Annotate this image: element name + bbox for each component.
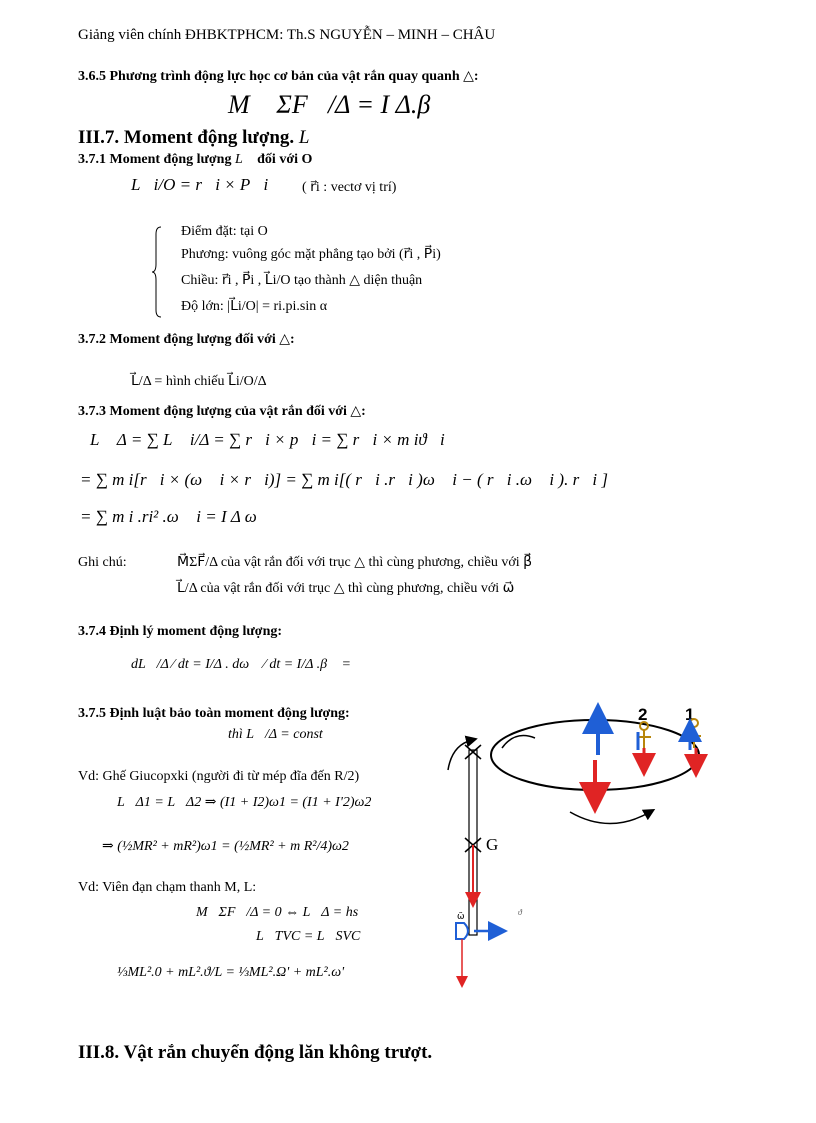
- section-371-title-symbol: L⃗: [234, 152, 254, 167]
- rotation-arrow-disk: [570, 812, 650, 824]
- section-374-title: 3.7.4 Định lý moment động lượng:: [78, 624, 283, 639]
- example-2-equation-3: ⅓ML².0 + mL².ϑ/L = ⅓ML².Ω' + mL².ω': [117, 965, 345, 980]
- bullet-velocity-label: ϑ: [518, 908, 522, 917]
- section-374-equation: dL⃗/Δ ⁄ dt = I/Δ . dω⃗ ⁄ dt = I/Δ .β⃗ =: [131, 657, 351, 672]
- rotation-arrow-rod: [448, 740, 472, 770]
- section-372-title: 3.7.2 Moment động lượng đối với △:: [78, 332, 295, 347]
- section-372-equation: L⃗/Δ = hình chiếu L⃗i/O/Δ: [131, 374, 267, 389]
- section-373-title: 3.7.3 Moment động lượng của vật rắn đối với △:: [78, 404, 366, 419]
- section-37-title: [78, 128, 324, 147]
- bullet: [456, 923, 468, 939]
- section-371-note: ( r⃗i : vectơ vị trí): [302, 180, 397, 195]
- section-365-equation: M⃗ ΣF⃗/Δ = I Δ.β⃗: [228, 90, 451, 119]
- page-header: Giảng viên chính ĐHBKTPHCM: Th.S NGUYỄN – MINH – CHÂU: [78, 27, 496, 43]
- section-37-title-symbol: L⃗: [298, 127, 325, 148]
- section-375-equation: thì L⃗/Δ = const: [228, 727, 323, 742]
- section-371-item-1: Điểm đặt: tại O: [181, 224, 268, 239]
- section-371-title: [78, 153, 312, 167]
- section-371-item-2: Phương: vuông góc mặt phẳng tạo bởi (r⃗i , P⃗i): [181, 247, 441, 262]
- curly-brace: [152, 226, 162, 318]
- section-371-item-4: Độ lớn: |L⃗i/O| = ri.pi.sin α: [181, 299, 328, 314]
- example-1-label: Vd: Ghế Giucopxki (người đi từ mép đĩa đến R/2): [78, 769, 360, 784]
- section-371-title-text: 3.7.1 Moment động lượng: [78, 152, 232, 167]
- section-373-equation-1: L⃗ Δ = ∑ L⃗ i/Δ = ∑ r⃗i × p⃗i = ∑ r⃗i × m iϑ⃗i: [90, 430, 445, 449]
- example-1-equation-1: L⃗Δ1 = L⃗Δ2 ⇒ (I1 + I2)ω1 = (I1 + I'2)ω2: [117, 795, 372, 810]
- person-1-label: 1: [685, 705, 695, 724]
- section-371-equation: L⃗i/O = r⃗i × P⃗i: [131, 175, 269, 194]
- pivot-mark: [465, 745, 481, 759]
- note-line-1: M⃗ΣF⃗/Δ của vật rắn đối với trục △ thì cùng phương, chiều với β⃗: [177, 555, 533, 570]
- person-2-label: 2: [638, 705, 648, 724]
- section-371-title-end: đối với O: [257, 152, 313, 167]
- section-373-equation-2: = ∑ m i[r⃗i × (ω⃗ i × r⃗i)] = ∑ m i[( r⃗i .r⃗i )ω⃗ i − ( r⃗i .ω⃗ i ). r⃗i ]: [80, 470, 608, 489]
- example-2-equation-1: M⃗ΣF⃗/Δ = 0 ⇔ L⃗Δ = hs: [196, 905, 359, 920]
- center-label: G: [486, 835, 499, 854]
- section-371-item-3: Chiều: r⃗i , P⃗i , L⃗i/O tạo thành △ diện thuận: [181, 273, 423, 288]
- note-label: Ghi chú:: [78, 555, 127, 570]
- section-375-title: 3.7.5 Định luật bảo toàn moment động lượng:: [78, 706, 350, 721]
- section-373-equation-3: = ∑ m i .ri² .ω⃗ i = I Δ ω⃗: [80, 507, 271, 526]
- physics-figure: [440, 690, 740, 1000]
- example-2-equation-2: L⃗TVC = L⃗SVC: [256, 929, 361, 944]
- note-line-2: L⃗/Δ của vật rắn đối với trục △ thì cùng phương, chiều với ω⃗: [177, 581, 515, 596]
- section-365-title: 3.6.5 Phương trình động lực học cơ bản của vật rắn quay quanh △:: [78, 69, 479, 84]
- omega-label: ω̃: [457, 912, 465, 922]
- example-2-label: Vd: Viên đạn chạm thanh M, L:: [78, 880, 257, 895]
- section-37-title-text: III.7. Moment động lượng.: [78, 127, 295, 148]
- example-1-equation-2: ⇒ (½MR² + mR²)ω1 = (½MR² + m R²/4)ω2: [102, 839, 349, 854]
- section-38-title: III.8. Vật rắn chuyển động lăn không trượt.: [78, 1042, 433, 1063]
